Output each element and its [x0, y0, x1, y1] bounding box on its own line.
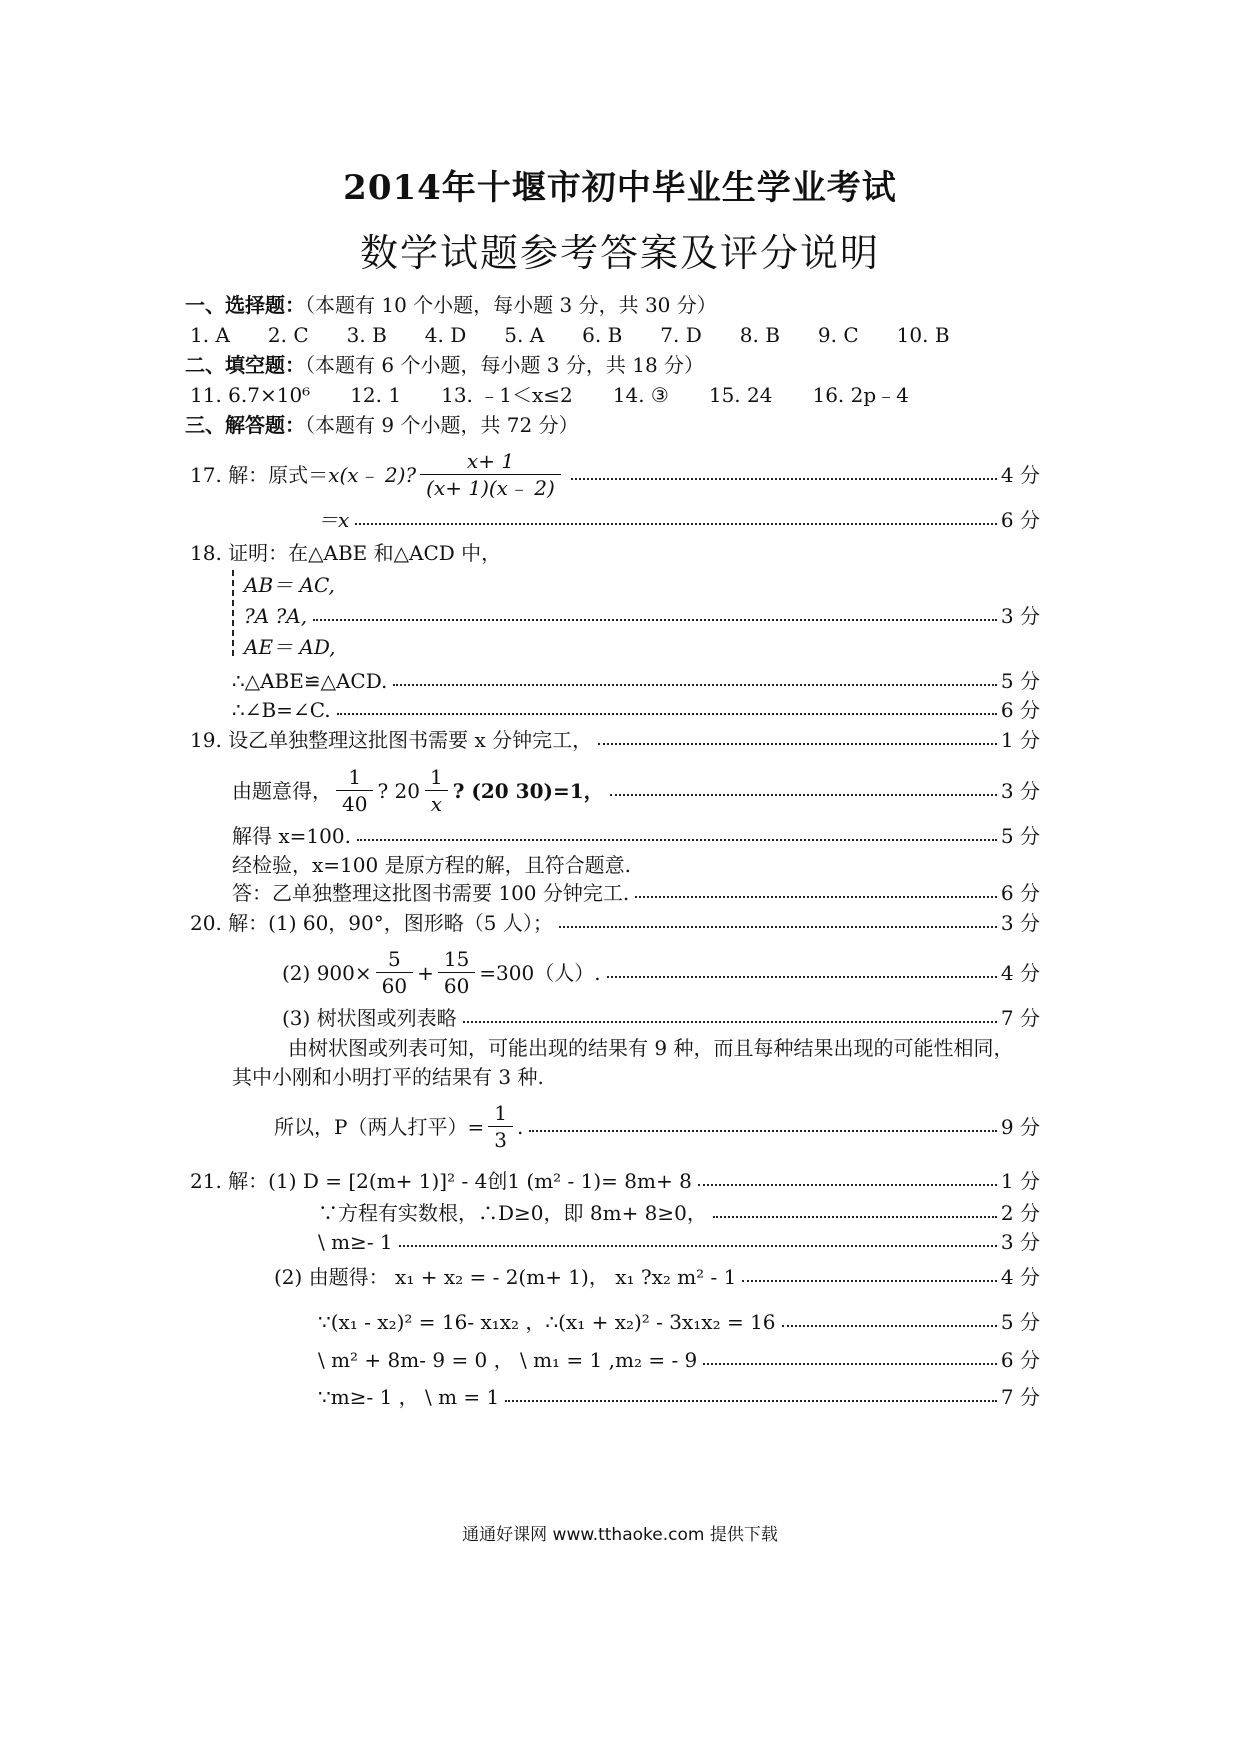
- score: 4 分: [1000, 462, 1040, 487]
- q19-check: 经检验，x=100 是原方程的解，且符合题意.: [232, 853, 631, 877]
- q19-fraction-2: [424, 764, 449, 817]
- system-brace: [232, 570, 238, 656]
- numerator: 5: [387, 947, 401, 971]
- section-2-answers: [190, 382, 949, 408]
- section-1-answers: [190, 322, 988, 348]
- leader-dots: [505, 1400, 997, 1402]
- section-2-desc: （本题有 6 个小题，每小题 3 分，共 18 分）: [305, 353, 705, 377]
- score: 5 分: [1000, 1310, 1040, 1334]
- q17-prefix: 17. 解：原式＝: [190, 462, 329, 487]
- leader-dots: [559, 926, 997, 928]
- answer-item: 16. 2p﹣4: [812, 383, 909, 407]
- answer-item: 1. A: [190, 323, 230, 347]
- denominator: 40: [336, 790, 373, 817]
- q19-solution: 解得 x=100.: [232, 824, 351, 848]
- section-2-heading: [185, 352, 704, 378]
- q21-quadratic: \ m² + 8m- 9 = 0 ， \ m₁ = 1 ,m₂ = - 9: [318, 1348, 698, 1372]
- leader-dots: [337, 713, 997, 715]
- section-3-title: 三、解答题：: [185, 413, 305, 437]
- q18-condition-2: [244, 603, 1040, 629]
- answer-item: 14. ③: [612, 383, 669, 407]
- q18-line-5: [232, 697, 1040, 723]
- leader-dots: [393, 684, 996, 686]
- score: 3 分: [1000, 778, 1040, 803]
- answer-item: 6. B: [582, 323, 623, 347]
- score: 2 分: [1000, 1201, 1040, 1225]
- q21-real-roots: ∵方程有实数根，∴D≥0，即 8m+ 8≥0，: [318, 1201, 707, 1225]
- q19-equation-mid: ? 20: [377, 778, 420, 803]
- answer-item: 5. A: [504, 323, 545, 347]
- q19-fraction-1: [336, 764, 373, 817]
- section-2-title: 二、填空题：: [185, 353, 305, 377]
- score: 6 分: [1000, 881, 1040, 905]
- score: 4 分: [1000, 960, 1040, 985]
- section-3-heading: [185, 412, 579, 438]
- section-1-desc: （本题有 10 个小题，每小题 3 分，共 30 分）: [305, 293, 717, 317]
- q21-vieta: (2) 由题得： x₁ + x₂ = - 2(m+ 1)， x₁ ?x₂ m² - 1: [274, 1265, 737, 1289]
- score: 6 分: [1000, 1348, 1040, 1372]
- leader-dots: [355, 523, 997, 525]
- numerator: 1: [494, 1101, 507, 1125]
- q18-line-4: [232, 668, 1040, 694]
- score: 5 分: [1000, 669, 1040, 693]
- q20-probability-fraction: [488, 1100, 513, 1153]
- q19-line-3: [232, 823, 1040, 849]
- q19-answer: 答：乙单独整理这批图书需要 100 分钟完工.: [232, 881, 630, 905]
- denominator: 3: [488, 1126, 513, 1153]
- score: 4 分: [1000, 1265, 1040, 1289]
- q19-equation-end: ? (20 30)=1，: [452, 778, 604, 803]
- answer-item: 13. ﹣1＜x≤2: [441, 383, 573, 407]
- leader-dots: [742, 1280, 997, 1282]
- score: 9 分: [1000, 1114, 1040, 1139]
- leader-dots: [399, 1245, 997, 1247]
- leader-dots: [598, 743, 997, 745]
- leader-dots: [713, 1216, 997, 1218]
- section-1-heading: [185, 292, 717, 318]
- q17-expr: x(x﹣ 2)?: [328, 462, 417, 487]
- q19-line-5: [232, 880, 1040, 906]
- leader-dots: [698, 1184, 997, 1186]
- score: 3 分: [1000, 1230, 1040, 1254]
- q21-condition: ∵(x₁ - x₂)² = 16- x₁x₂ ，∴(x₁ + x₂)² - 3x₁x₂ = 16: [318, 1310, 776, 1334]
- q20-paragraph-2: 其中小刚和小明打平的结果有 3 种.: [232, 1065, 544, 1089]
- denominator: 60: [376, 972, 413, 999]
- score: 1 分: [1000, 728, 1040, 752]
- q17-numerator: x+ 1: [466, 449, 515, 473]
- score: 7 分: [1000, 1385, 1040, 1409]
- q21-line-6: [318, 1347, 1040, 1373]
- answer-item: 9. C: [817, 323, 859, 347]
- period: .: [516, 1114, 524, 1139]
- q21-line-4: [274, 1264, 1040, 1290]
- q18-condition-1: AB＝ AC,: [244, 573, 335, 597]
- q20-line-3: [282, 1005, 1040, 1031]
- denominator: 60: [438, 972, 475, 999]
- leader-dots: [610, 794, 997, 796]
- section-3-desc: （本题有 9 个小题，共 72 分）: [305, 413, 579, 437]
- answer-item: 10. B: [896, 323, 950, 347]
- numerator: 1: [348, 765, 362, 789]
- score: 7 分: [1000, 1006, 1040, 1030]
- leader-dots: [463, 1021, 997, 1023]
- q18-condition-3: AE＝ AD,: [244, 635, 336, 659]
- q17-fraction: [420, 448, 561, 501]
- q18-conclusion: ∴∠B=∠C.: [232, 698, 331, 722]
- q19-setup: 19. 设乙单独整理这批图书需要 x 分钟完工，: [190, 728, 593, 752]
- q17-line-2: [318, 507, 1040, 533]
- footer-source: 通通好课网 www.tthaoke.com 提供下载: [462, 1525, 778, 1545]
- page-subtitle: 数学试题参考答案及评分说明: [359, 231, 880, 275]
- q21-line-7: [318, 1384, 1040, 1410]
- q21-line-1: [190, 1168, 1040, 1194]
- leader-dots: [313, 619, 997, 621]
- answer-item: 8. B: [739, 323, 780, 347]
- score: 6 分: [1000, 508, 1040, 532]
- q21-discriminant: 21. 解：(1) D = [2(m+ 1)]² - 4创1 (m² - 1)= 8m+ 8: [190, 1169, 692, 1193]
- section-1-title: 一、选择题：: [185, 293, 305, 317]
- answer-item: 12. 1: [350, 383, 402, 407]
- q20-fraction-a: [376, 946, 413, 999]
- q20-line-1: [190, 910, 1040, 936]
- q21-line-2: [318, 1200, 1040, 1226]
- q20-fraction-b: [438, 946, 475, 999]
- q17-result: ＝x: [318, 508, 350, 532]
- leader-dots: [357, 839, 997, 841]
- q20-part-2-prefix: (2) 900×: [282, 960, 372, 985]
- answer-item: 15. 24: [708, 383, 773, 407]
- leader-dots: [635, 896, 997, 898]
- q21-line-5: [318, 1309, 1040, 1335]
- q20-line-6: [274, 1100, 1040, 1153]
- q19-line-1: [190, 727, 1040, 753]
- answer-item: 3. B: [346, 323, 387, 347]
- q19-equation-prefix: 由题意得，: [232, 778, 332, 803]
- q21-line-3: [318, 1229, 1040, 1255]
- q21-m-range: \ m≥- 1: [318, 1230, 393, 1254]
- q18-congruence: ∴△ABE≌△ACD.: [232, 669, 388, 693]
- q20-part-3: (3) 树状图或列表略: [282, 1006, 457, 1030]
- leader-dots: [782, 1325, 997, 1327]
- leader-dots: [703, 1363, 997, 1365]
- score: 3 分: [1000, 604, 1040, 628]
- q20-probability-prefix: 所以，P（两人打平）=: [274, 1114, 485, 1139]
- q20-part-1: 20. 解：(1) 60，90°，图形略（5 人）；: [190, 911, 553, 935]
- score: 1 分: [1000, 1169, 1040, 1193]
- leader-dots: [529, 1130, 997, 1132]
- answer-item: 11. 6.7×10⁶: [190, 383, 311, 407]
- q20-part-2-result: =300（人）.: [479, 960, 601, 985]
- answer-item: 7. D: [660, 323, 702, 347]
- q20-line-2: [282, 946, 1040, 999]
- score: 3 分: [1000, 911, 1040, 935]
- numerator: 15: [443, 947, 470, 971]
- leader-dots: [607, 976, 997, 978]
- score: 5 分: [1000, 824, 1040, 848]
- q18-heading: 18. 证明：在△ABE 和△ACD 中，: [190, 541, 502, 565]
- q21-conclusion: ∵m≥- 1 ， \ m = 1: [318, 1385, 500, 1409]
- q17-denominator: (x+ 1)(x﹣ 2): [420, 474, 561, 501]
- numerator: 1: [429, 765, 443, 789]
- q19-line-2: [232, 764, 1040, 817]
- answer-item: 4. D: [424, 323, 467, 347]
- q17-line-1: [190, 448, 1040, 501]
- q18-condition-2-text: ?A ?A,: [244, 604, 308, 628]
- denominator: x: [425, 790, 448, 817]
- score: 6 分: [1000, 698, 1040, 722]
- leader-dots: [571, 478, 997, 480]
- plus-sign: +: [417, 960, 434, 985]
- answer-item: 2. C: [267, 323, 309, 347]
- page-title: 2014年十堰市初中毕业生学业考试: [343, 168, 897, 208]
- q20-paragraph-1: 由树状图或列表可知，可能出现的结果有 9 种，而且每种结果出现的可能性相同，: [288, 1036, 1014, 1060]
